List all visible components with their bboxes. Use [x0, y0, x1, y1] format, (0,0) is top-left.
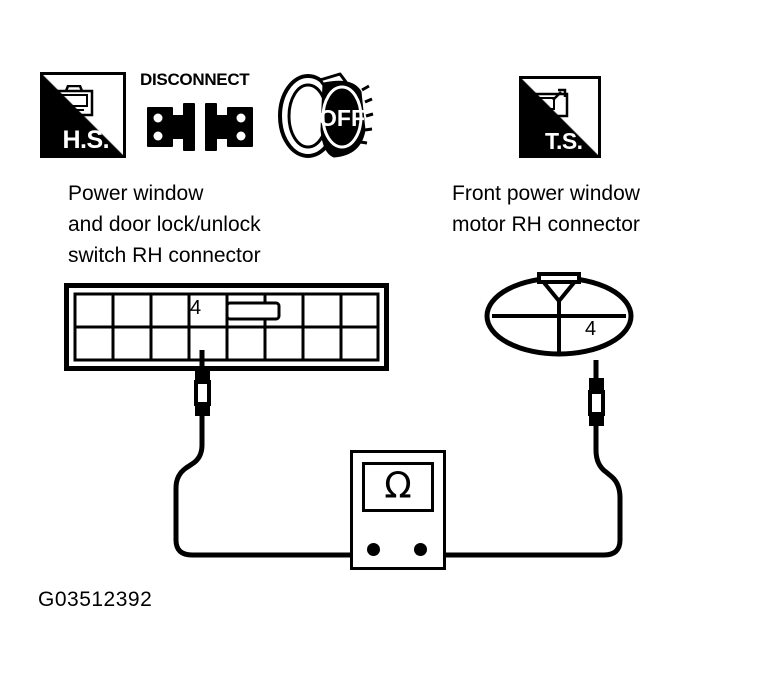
switch-pin-number: 4 [190, 297, 202, 319]
svg-text:OFF: OFF [319, 105, 365, 131]
meter-terminal-right [414, 543, 427, 556]
ts-badge [519, 76, 601, 158]
disconnect-block [140, 70, 265, 165]
disconnect-label: DISCONNECT [140, 70, 250, 89]
meter-terminal-left [367, 543, 380, 556]
ohmmeter [350, 450, 446, 570]
connector-disconnect-icon [142, 92, 262, 162]
switch-connector-caption-line-1: Power window [68, 182, 204, 205]
motor-connector-caption-line-1: Front power window [452, 182, 640, 205]
tool-scope-icon [533, 88, 569, 118]
motor-connector-caption-line-2: motor RH connector [452, 213, 640, 236]
ignition-switch-off-icon [268, 68, 376, 166]
handy-scope-icon [54, 85, 94, 117]
hs-badge-label: H.S. [62, 126, 110, 154]
motor-connector-caption [452, 178, 640, 240]
meter-display [362, 462, 434, 512]
ohm-symbol: Ω [384, 465, 412, 507]
figure-id-label: G03512392 [38, 588, 153, 611]
switch-connector-caption-line-2: and door lock/unlock [68, 213, 261, 236]
hs-badge [40, 72, 126, 158]
switch-connector-caption-line-3: switch RH connector [68, 244, 261, 267]
ignition-off-block [268, 68, 376, 166]
ts-badge-label: T.S. [544, 128, 583, 154]
motor-pin-number: 4 [585, 318, 597, 340]
